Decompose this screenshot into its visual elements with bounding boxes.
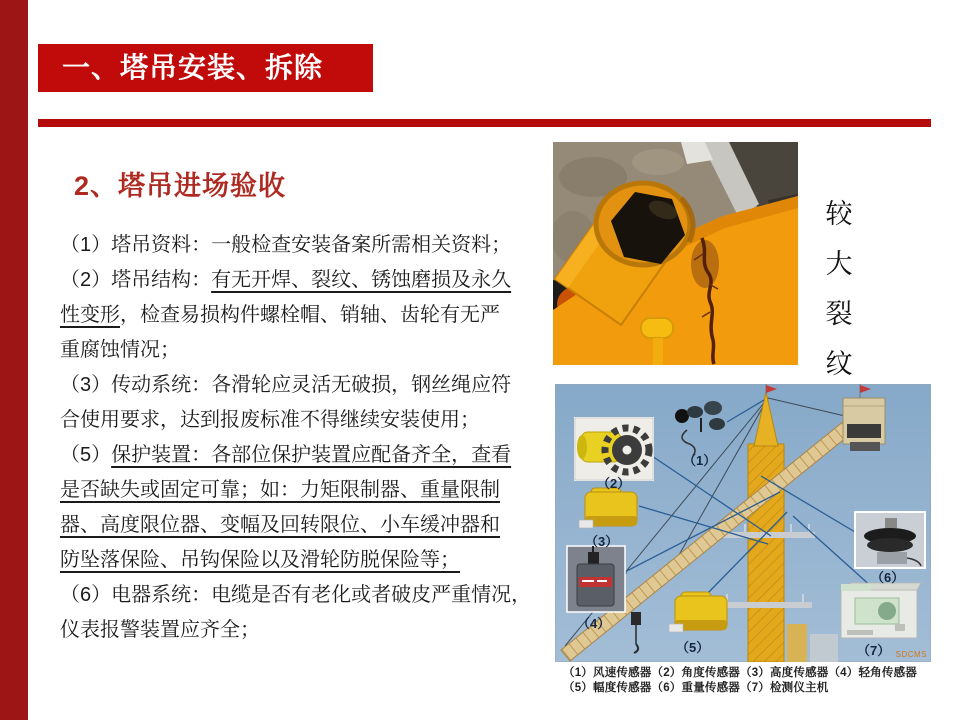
caption-line-2: （5）幅度传感器（6）重量传感器（7）检测仪主机 [563,681,829,694]
text-line: 是否缺失或固定可靠；如：力矩限制器、重量限制 [60,479,500,501]
diagram-caption [563,666,933,695]
vertical-caption-char: 纹 [825,349,853,379]
text-line: （3）传动系统：各滑轮应灵活无破损，钢丝绳应符 [60,374,512,396]
crack-photo-illustration [553,142,798,365]
callout-label: （5） [676,640,710,655]
text-line: （5）保护装置：各部位保护装置应配备齐全，查看 [60,444,512,466]
text-line: （6）电器系统：电缆是否有老化或者破皮严重情况， [60,584,532,606]
callout-layer [555,384,931,662]
callout-label: （3） [585,534,619,549]
crane-diagram [555,384,931,662]
callout-label: （6） [871,570,905,585]
vertical-caption [822,192,856,381]
left-accent-bar [0,0,28,720]
crack-photo [553,142,798,365]
caption-line-1: （1）风速传感器（2）角度传感器（3）高度传感器（4）轻角传感器 [563,667,917,679]
text-line: 防坠落保险、吊钩保险以及滑轮防脱保险等； [60,549,460,571]
text-line: 重腐蚀情况； [60,339,180,361]
vertical-caption-char: 裂 [825,299,853,329]
text-line: （1）塔吊资料：一般检查安装备案所需相关资料； [60,234,512,256]
callout-label: （7） [857,643,891,658]
body-text [60,228,546,648]
slide-title-banner [38,44,373,92]
text-line: （2）塔吊结构：有无开焊、裂纹、锈蚀磨损及永久 [60,269,512,291]
vertical-caption-char: 较 [825,199,853,229]
callout-label: （2） [597,476,631,491]
text-line: 性变形，检查易损构件螺栓帽、销轴、齿轮有无严 [60,304,500,326]
text-line: 合使用要求，达到报废标准不得继续安装使用； [60,409,480,431]
section-heading: 2、塔吊进场验收 [74,171,287,201]
text-line: 器、高度限位器、变幅及回转限位、小车缓冲器和 [60,514,500,536]
text-line: 仪表报警装置应齐全； [60,619,260,641]
callout-label: （4） [577,616,611,631]
callout-label: （1） [683,453,717,468]
vertical-caption-char: 大 [825,249,853,279]
slide-title: 一、塔吊安装、拆除 [62,52,324,83]
section-divider [38,119,931,127]
diagram-watermark: SDCMS [895,650,927,659]
